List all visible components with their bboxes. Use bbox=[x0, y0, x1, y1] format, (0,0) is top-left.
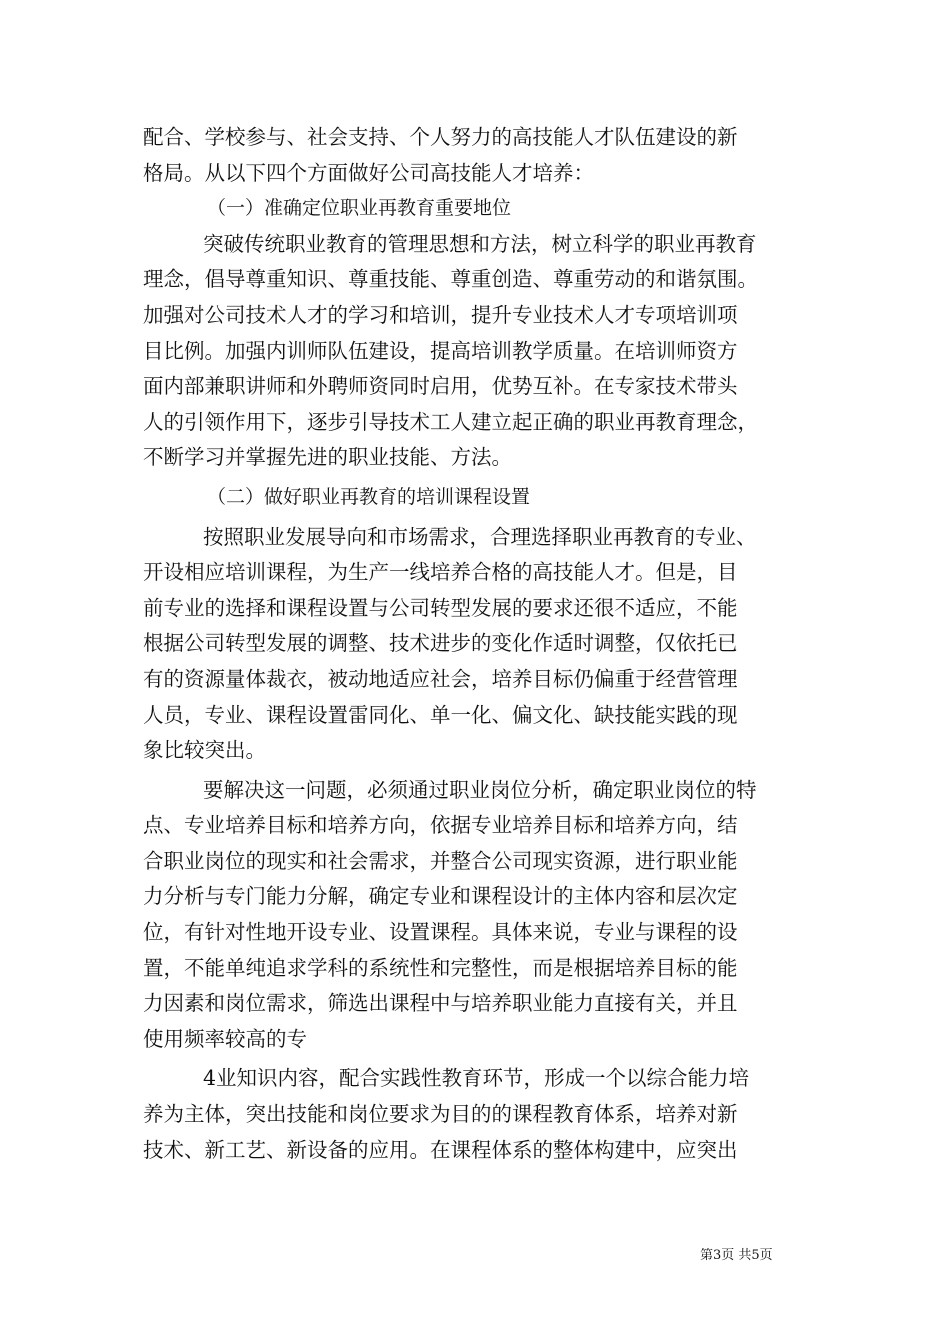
text-line: 人员，专业、课程设置雷同化、单一化、偏文化、缺技能实践的现 bbox=[143, 702, 738, 727]
text-line: 位，有针对性地开设专业、设置课程。具体来说，专业与课程的设 bbox=[143, 920, 738, 945]
text-line: 配合、学校参与、社会支持、个人努力的高技能人才队伍建设的新 bbox=[143, 125, 738, 149]
text-line: 不断学习并掌握先进的职业技能、方法。 bbox=[143, 445, 512, 470]
text-line: 置，不能单纯追求学科的系统性和完整性，而是根据培养目标的能 bbox=[143, 955, 738, 980]
text-line: 象比较突出。 bbox=[143, 738, 266, 763]
text-line: 力分析与专门能力分解，确定专业和课程设计的主体内容和层次定 bbox=[143, 884, 738, 909]
text-line: 面内部兼职讲师和外聘师资同时启用，优势互补。在专家技术带头 bbox=[143, 374, 738, 399]
text-line: 有的资源量体裁衣，被动地适应社会，培养目标仍偏重于经营管理 bbox=[143, 666, 738, 691]
text-line: 理念，倡导尊重知识、尊重技能、尊重创造、尊重劳动的和谐氛围。 bbox=[143, 267, 758, 292]
text-line: 人的引领作用下，逐步引导技术工人建立起正确的职业再教育理念， bbox=[143, 409, 758, 434]
section-heading-2: （二）做好职业再教育的培训课程设置 bbox=[207, 485, 531, 508]
section-heading-1: （一）准确定位职业再教育重要地位 bbox=[207, 197, 512, 220]
text-line: 使用频率较高的专 bbox=[143, 1026, 307, 1051]
text-line: 技术、新工艺、新设备的应用。在课程体系的整体构建中，应突出 bbox=[143, 1137, 738, 1162]
text-line: 要解决这一问题，必须通过职业岗位分析，确定职业岗位的特 bbox=[203, 777, 757, 802]
text-line: 根据公司转型发展的调整、技术进步的变化作适时调整，仅依托已 bbox=[143, 631, 738, 656]
text-line: 点、专业培养目标和培养方向，依据专业培养目标和培养方向，结 bbox=[143, 813, 738, 838]
text-line: 合职业岗位的现实和社会需求，并整合公司现实资源，进行职业能 bbox=[143, 848, 738, 873]
text-line: 目比例。加强内训师队伍建设，提高培训教学质量。在培训师资方 bbox=[143, 338, 738, 363]
text-line: 格局。从以下四个方面做好公司高技能人才培养： bbox=[143, 160, 594, 185]
text-line: 力因素和岗位需求，筛选出课程中与培养职业能力直接有关，并且 bbox=[143, 991, 738, 1016]
text-line: 开设相应培训课程，为生产一线培养合格的高技能人才。但是，目 bbox=[143, 560, 738, 585]
text-line: 前专业的选择和课程设置与公司转型发展的要求还很不适应，不能 bbox=[143, 595, 738, 620]
text-line: 突破传统职业教育的管理思想和方法，树立科学的职业再教育 bbox=[203, 231, 757, 256]
text-line: 按照职业发展导向和市场需求，合理选择职业再教育的专业、 bbox=[203, 524, 757, 549]
text-line: 养为主体，突出技能和岗位要求为目的的课程教育体系，培养对新 bbox=[143, 1102, 738, 1127]
page-number: 第3页 共5页 bbox=[700, 1248, 773, 1263]
text-line: 加强对公司技术人才的学习和培训，提升专业技术人才专项培训项 bbox=[143, 302, 738, 327]
body-text bbox=[143, 120, 815, 1168]
text-line: 4业知识内容，配合实践性教育环节，形成一个以综合能力培 bbox=[203, 1066, 750, 1091]
